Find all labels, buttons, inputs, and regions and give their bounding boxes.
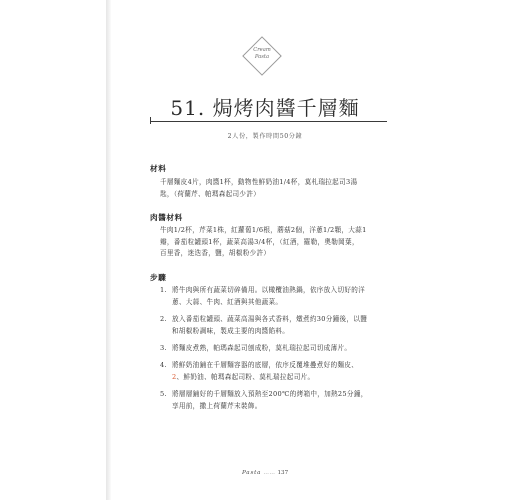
badge-line-2: Pasta [254,54,270,60]
ingredients-text [160,177,396,200]
step-line-1: 將牛肉與所有蔬菜切碎備用。以橄欖油熱鍋，依序放入切好的洋 [172,286,366,294]
title-underline [150,121,387,122]
step-item [160,389,400,412]
recipe-title: 51. 焗烤肉醬千層麵 [170,96,360,120]
step-item [160,285,400,308]
step-line-1: 將麵皮煮熟，帕瑪森起司刨成粉，莫札瑞拉起司切成薄片。 [172,344,352,352]
step-line-2-wrap [172,372,398,384]
sauce-text [160,225,396,260]
sauce-heading: 肉醬材料 [150,213,183,222]
ingredients-heading: 材料 [150,164,167,173]
steps-heading: 步驟 [150,273,167,282]
ingredients-line-2: 匙，（荷蘭芹、帕瑪森起司少許） [160,189,261,198]
sauce-line-3: 百里香，迷迭香，鹽，胡椒粉少許） [160,249,271,257]
step-item [160,314,400,337]
step-item [160,343,400,355]
step-number: 3. [160,344,167,352]
badge-text [244,47,280,61]
step-line-1: 放入番茄粒罐頭、蔬菜高湯與各式香料，燉煮約30分鐘後，以鹽 [172,315,368,323]
page-number: 137 [277,470,289,476]
step-line-2: 蔥、大蒜、牛肉、紅酒與其他蔬菜。 [172,297,283,306]
step-line-2: 、鮮奶油、帕瑪森起司粉、莫札瑞拉起司片。 [176,372,315,381]
badge-line-1: Cream [253,47,271,53]
step-number: 1. [160,286,167,294]
step-line-1: 將層層鋪好的千層麵放入預熱至200℃的烤箱中，加熱25分鐘， [172,390,368,398]
step-item [160,360,400,383]
sauce-line-1: 牛肉1/2杯，芹菜1株，紅蘿蔔1/6根，蘑菇2個，洋蔥1/2顆，大蒜1 [160,226,367,234]
recipe-subtitle: 2人份，製作時間50分鐘 [227,133,303,140]
section-badge [244,38,280,74]
step-line-2: 享用前，撒上荷蘭芹末裝飾。 [172,401,262,410]
step-line-2: 和胡椒粉調味，製成主要的肉醬餡料。 [172,326,290,335]
step-number: 5. [160,390,167,398]
ingredients-line-1: 千層麵皮4片，肉醬1杯，動物性鮮奶油1/4杯，莫札瑞拉起司3湯 [160,178,358,186]
sauce-line-2: 瓣，番茄粒罐頭1杯，蔬菜高湯3/4杯，（紅酒，羅勒，奧勒岡葉， [160,237,359,246]
page-footer [242,470,342,476]
step-line-1: 將鮮奶油鋪在千層麵容器的底層，依序反覆堆疊煮好的麵皮、 [172,361,359,369]
step-number: 4. [160,361,167,369]
step-number: 2. [160,315,167,323]
step-accent-number: 2 [172,372,177,381]
footer-section-name: Pasta [242,470,262,476]
footer-leader: …… [263,470,276,476]
